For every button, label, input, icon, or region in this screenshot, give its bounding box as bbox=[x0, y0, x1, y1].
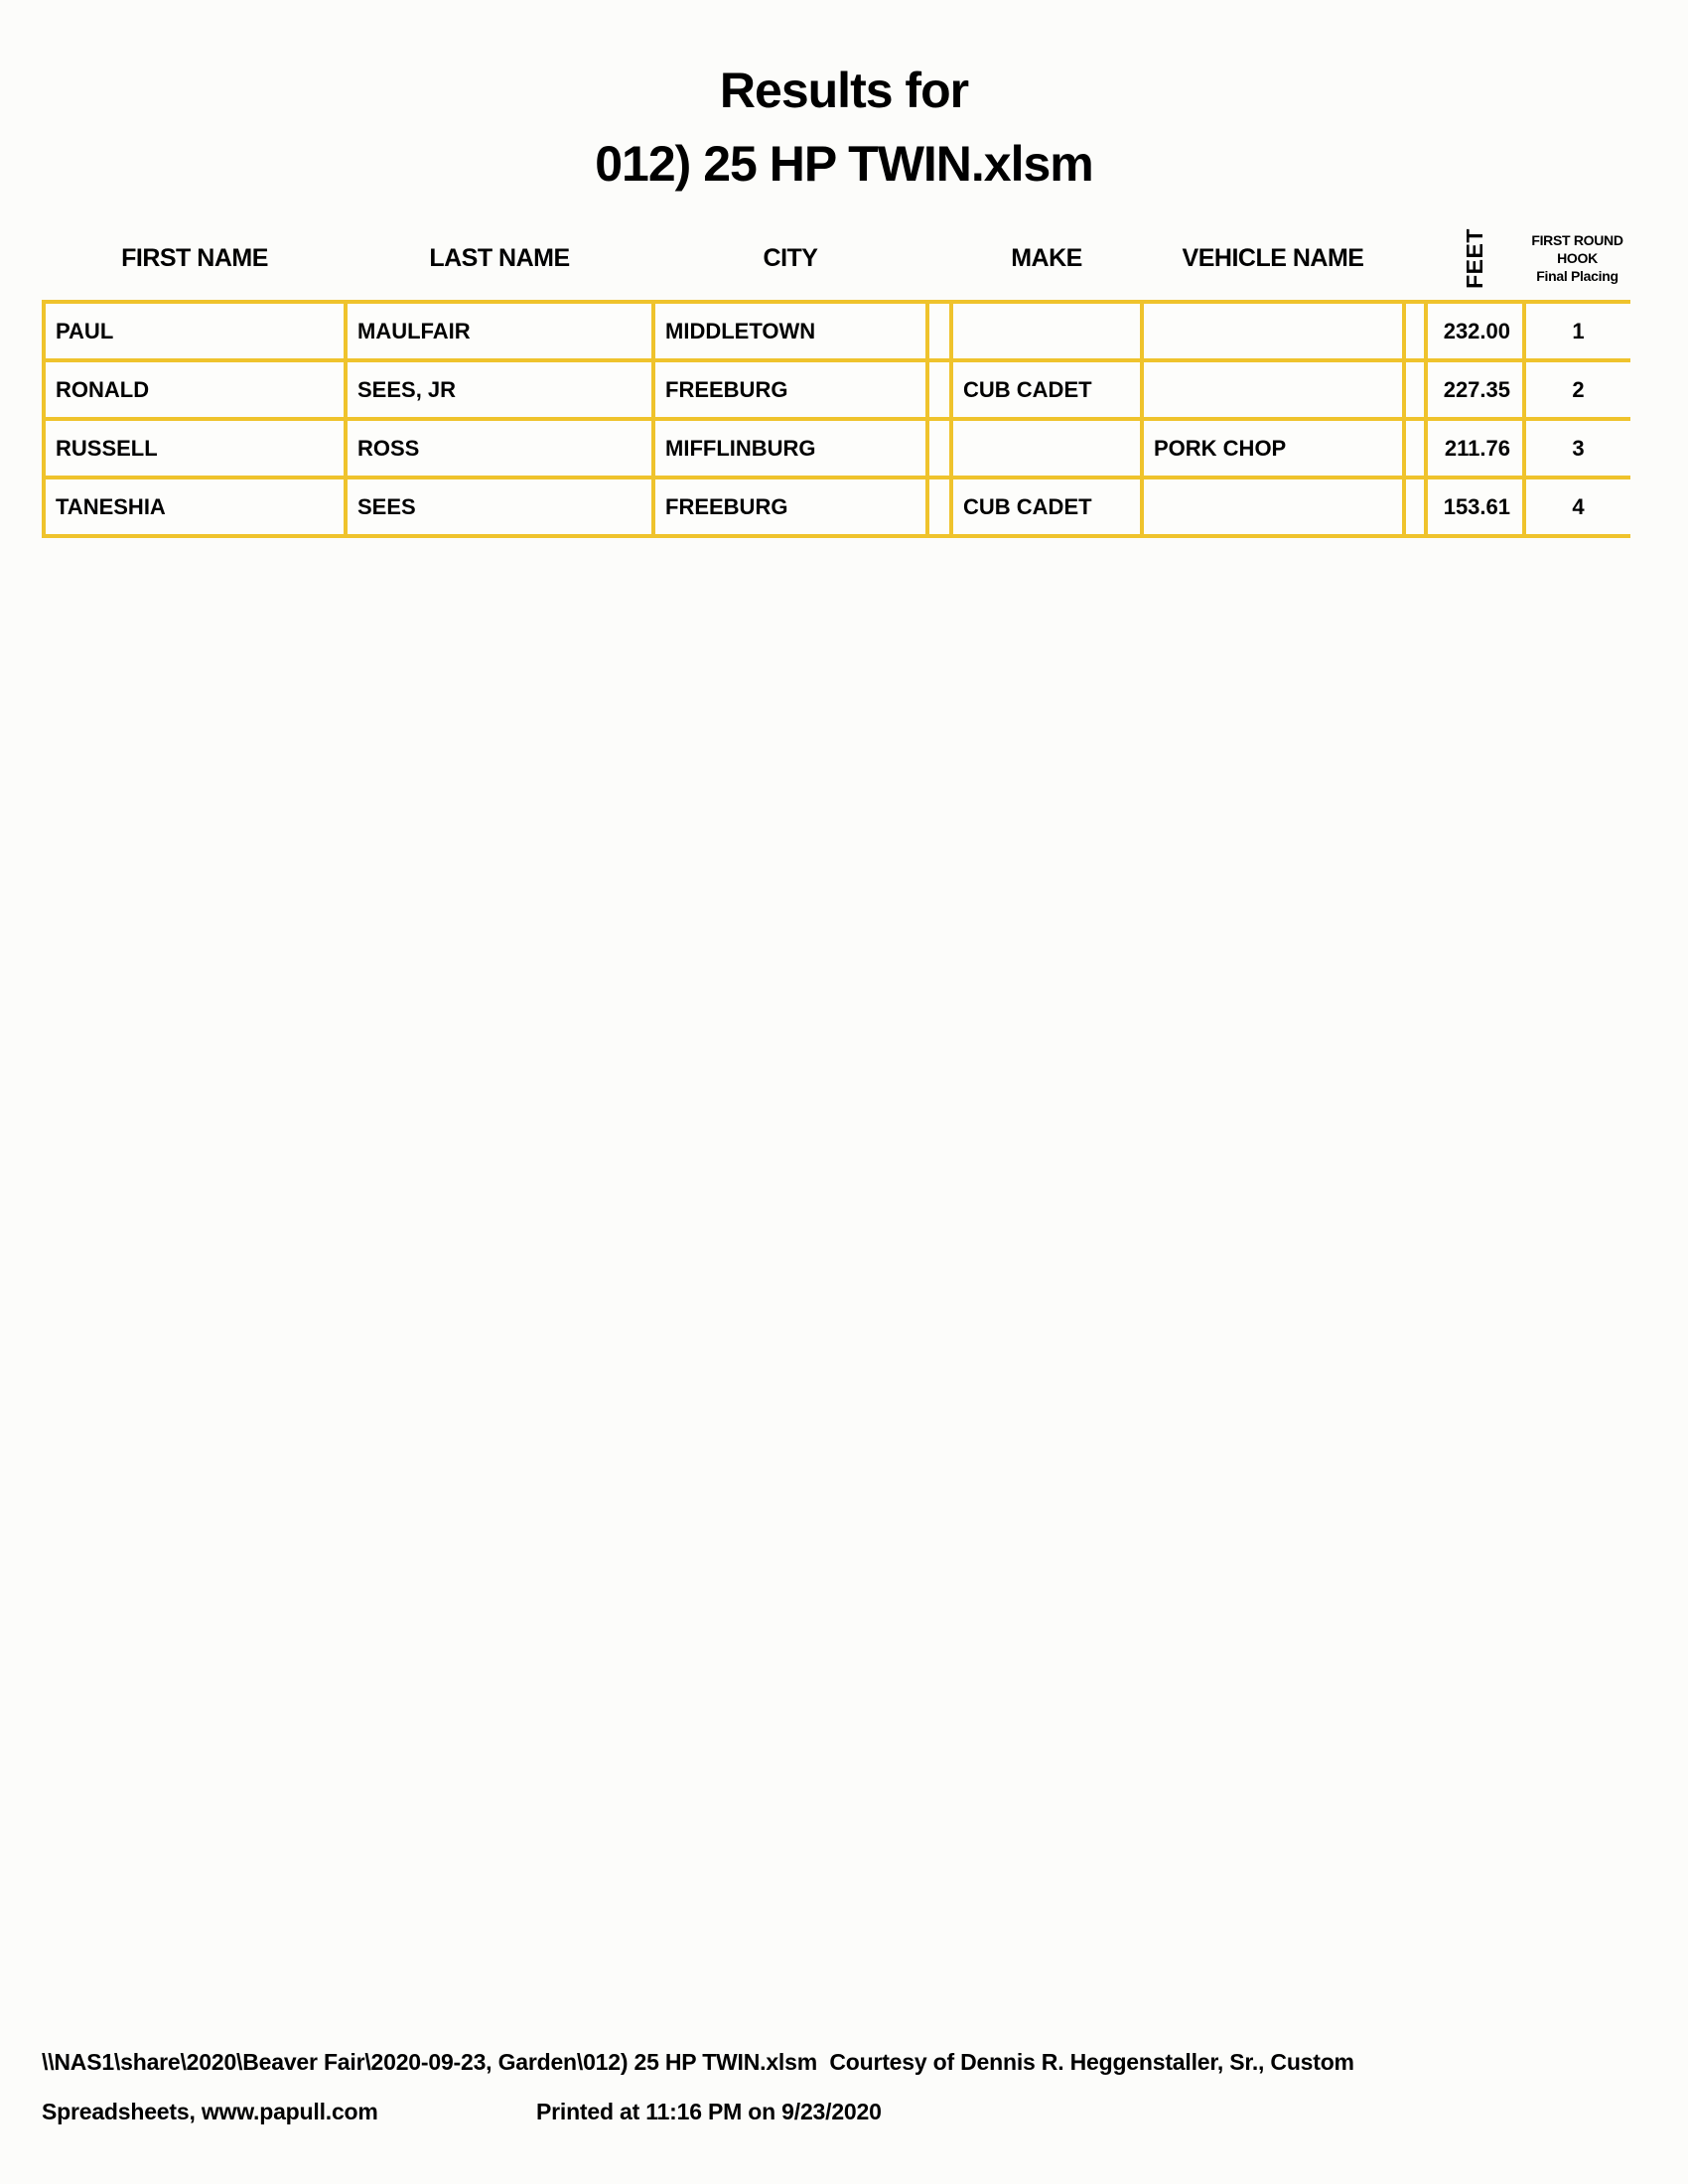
cell-city: MIFFLINBURG bbox=[653, 419, 927, 478]
cell-feet: 153.61 bbox=[1426, 478, 1524, 536]
spacer-cell bbox=[927, 360, 951, 419]
spacer-cell bbox=[927, 419, 951, 478]
header-spacer-1 bbox=[927, 216, 951, 302]
cell-placing: 4 bbox=[1524, 478, 1630, 536]
cell-first-name: PAUL bbox=[44, 302, 346, 360]
table-header-row bbox=[44, 216, 1630, 302]
table-row bbox=[44, 478, 1630, 536]
header-final-placing bbox=[1524, 216, 1630, 302]
cell-last-name: MAULFAIR bbox=[346, 302, 653, 360]
cell-last-name: ROSS bbox=[346, 419, 653, 478]
cell-vehicle-name bbox=[1142, 360, 1404, 419]
cell-feet: 232.00 bbox=[1426, 302, 1524, 360]
cell-make bbox=[951, 302, 1142, 360]
header-last-name: LAST NAME bbox=[429, 243, 570, 272]
cell-vehicle-name bbox=[1142, 478, 1404, 536]
cell-make bbox=[951, 419, 1142, 478]
cell-city: FREEBURG bbox=[653, 360, 927, 419]
table-row bbox=[44, 419, 1630, 478]
spacer-cell bbox=[1404, 478, 1426, 536]
header-city: CITY bbox=[763, 243, 818, 272]
cell-vehicle-name: PORK CHOP bbox=[1142, 419, 1404, 478]
cell-make: CUB CADET bbox=[951, 360, 1142, 419]
cell-last-name: SEES bbox=[346, 478, 653, 536]
spacer-cell bbox=[927, 302, 951, 360]
spacer-cell bbox=[927, 478, 951, 536]
footer-filepath-courtesy: \\NAS1\share\2020\Beaver Fair\2020-09-23, Garden\012) 25 HP TWIN.xlsm Courtesy of Dennis R. Heggenstaller, Sr., Custom bbox=[42, 2049, 1354, 2075]
cell-city: FREEBURG bbox=[653, 478, 927, 536]
footer-printed-timestamp: Printed at 11:16 PM on 9/23/2020 bbox=[536, 2099, 882, 2124]
hook-header-line1: FIRST ROUND bbox=[1531, 232, 1623, 248]
header-spacer-2 bbox=[1404, 216, 1426, 302]
page-title: Results for bbox=[719, 63, 969, 118]
spacer-cell bbox=[1404, 360, 1426, 419]
hook-header-line3: Final Placing bbox=[1536, 268, 1618, 284]
header-first-name: FIRST NAME bbox=[121, 243, 268, 272]
cell-first-name: RONALD bbox=[44, 360, 346, 419]
spacer-cell bbox=[1404, 419, 1426, 478]
feet-rotated-label: FEET bbox=[1462, 227, 1487, 289]
cell-placing: 3 bbox=[1524, 419, 1630, 478]
cell-city: MIDDLETOWN bbox=[653, 302, 927, 360]
cell-placing: 2 bbox=[1524, 360, 1630, 419]
header-make: MAKE bbox=[1011, 243, 1082, 272]
footer-spreadsheets-url: Spreadsheets, www.papull.com bbox=[42, 2099, 378, 2124]
cell-first-name: RUSSELL bbox=[44, 419, 346, 478]
cell-feet: 211.76 bbox=[1426, 419, 1524, 478]
spacer-cell bbox=[1404, 302, 1426, 360]
table-row bbox=[44, 360, 1630, 419]
header-feet bbox=[1426, 216, 1524, 302]
page-subtitle-filename: 012) 25 HP TWIN.xlsm bbox=[595, 136, 1093, 192]
cell-first-name: TANESHIA bbox=[44, 478, 346, 536]
cell-last-name: SEES, JR bbox=[346, 360, 653, 419]
cell-placing: 1 bbox=[1524, 302, 1630, 360]
cell-vehicle-name bbox=[1142, 302, 1404, 360]
table-row bbox=[44, 302, 1630, 360]
cell-make: CUB CADET bbox=[951, 478, 1142, 536]
results-table bbox=[42, 216, 1630, 538]
hook-header-line2: HOOK bbox=[1557, 250, 1598, 266]
cell-feet: 227.35 bbox=[1426, 360, 1524, 419]
header-vehicle-name: VEHICLE NAME bbox=[1182, 243, 1364, 272]
